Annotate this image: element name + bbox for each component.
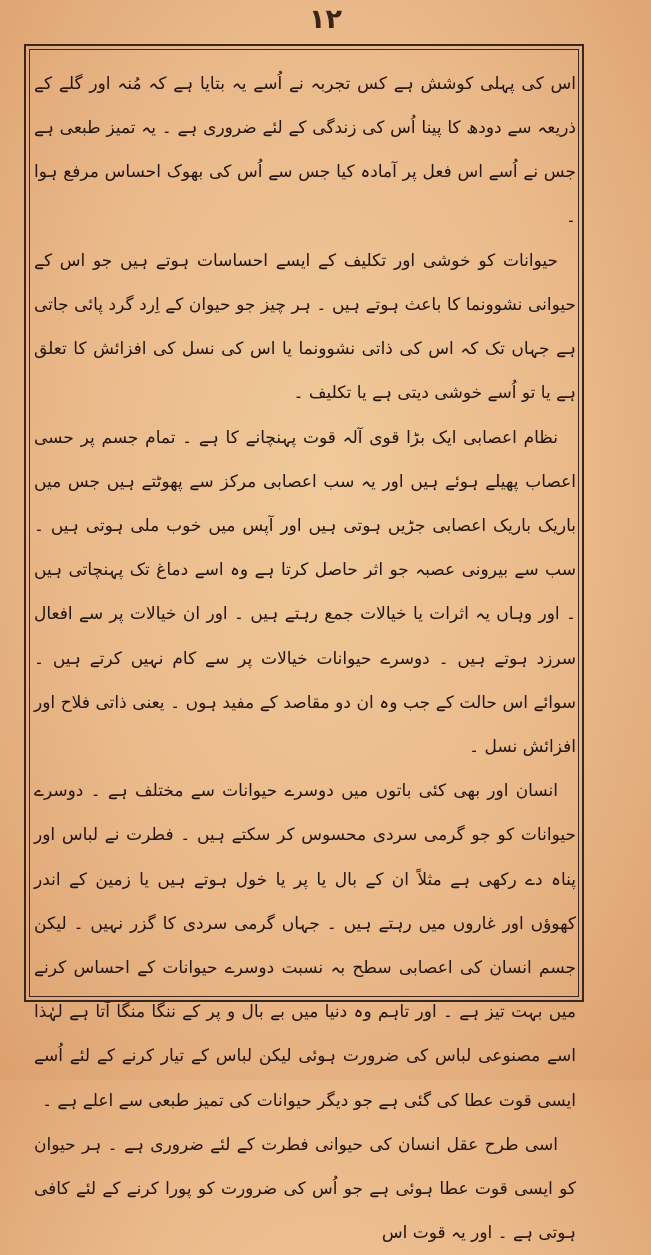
page-number: ۱۲ <box>309 4 342 35</box>
paragraph-3: نظام اعصابی ایک بڑا قوی آلہ قوت پہنچانے کا ہے ۔ تمام جسم پر حسی اعصاب پھیلے ہوئے ہیں اور یہ سب اعصابی مرکز سے پھوٹتے ہیں جس میں باریک باریک اعصابی جڑیں ہوتی ہیں اور آپس میں خوب ملی ہوتی ہیں ۔ سب سے بیرونی عصبہ جو اثر حاصل کرتا ہے وہ اسے دماغ تک پہنچاتی ہیں ۔ اور وہاں یہ اثرات یا خیالات جمع رہتے ہیں ۔ اور ان خیالات پر سے افعال سرزد ہوتے ہیں ۔ دوسرے حیوانات خیالات پر سے کام نہیں کرتے ہیں ۔ سوائے اس حالت کے جب وہ ان دو مقاصد کے مفید ہوں ۔ یعنی ذاتی فلاح اور افزائش نسل ۔ <box>34 427 576 758</box>
page-text-block <box>34 62 576 1244</box>
paragraph-1: اس کی پہلی کوشش ہے کس تجربہ نے اُسے یہ بتایا ہے کہ مُنہ اور گلے کے ذریعہ سے دودھ کا پینا اُس کی زندگی کے لئے ضروری ہے ۔ یہ تمیز طبعی ہے جس نے اُسے اس فعل پر آمادہ کیا جس سے اُس کی بھوک احساس مرفع ہوا ۔ <box>34 74 576 227</box>
paragraph-4: انسان اور بھی کئی باتوں میں دوسرے حیوانات سے مختلف ہے ۔ دوسرے حیوانات کو جو گرمی سردی محسوس کر سکتے ہیں ۔ فطرت نے لباس اور پناہ دے رکھی ہے مثلاً ان کے بال یا پر یا خول ہوتے ہیں یا زمین کے اندر کھوؤں اور غاروں میں رہتے ہیں ۔ جہاں گرمی سردی کا گزر نہیں ۔ لیکن جسم انسان کی اعصابی سطح بہ نسبت دوسرے حیوانات کے احساس کرنے میں بہت تیز ہے ۔ اور تاہم وہ دنیا میں بے بال و پر کے ننگا منگا آتا ہے لہٰذا اسے مصنوعی لباس کی ضرورت ہوئی لیکن لباس کے تیار کرنے کے لئے اُسے ایسی قوت عطا کی گئی ہے جو دیگر حیوانات کی تمیز طبعی سے اعلے ہے ۔ <box>34 781 576 1111</box>
paragraph-5: اسی طرح عقل انسان کی حیوانی فطرت کے لئے ضروری ہے ۔ ہر حیوان کو ایسی قوت عطا ہوئی ہے جو اُس کی ضرورت کو پورا کرنے کے لئے کافی ہوتی ہے ۔ اور یہ قوت اس <box>34 1134 576 1244</box>
paragraph-2: حیوانات کو خوشی اور تکلیف کے ایسے احساسات ہوتے ہیں جو اس کے حیوانی نشوونما کا باعث ہوتے ہیں ۔ ہر چیز جو حیوان کے اِرد گرد پائی جاتی ہے جہاں تک کہ اس کی ذاتی نشوونما یا اس کی نسل کی افزائش کا تعلق ہے یا تو اُسے خوشی دیتی ہے یا تکلیف ۔ <box>34 250 576 404</box>
